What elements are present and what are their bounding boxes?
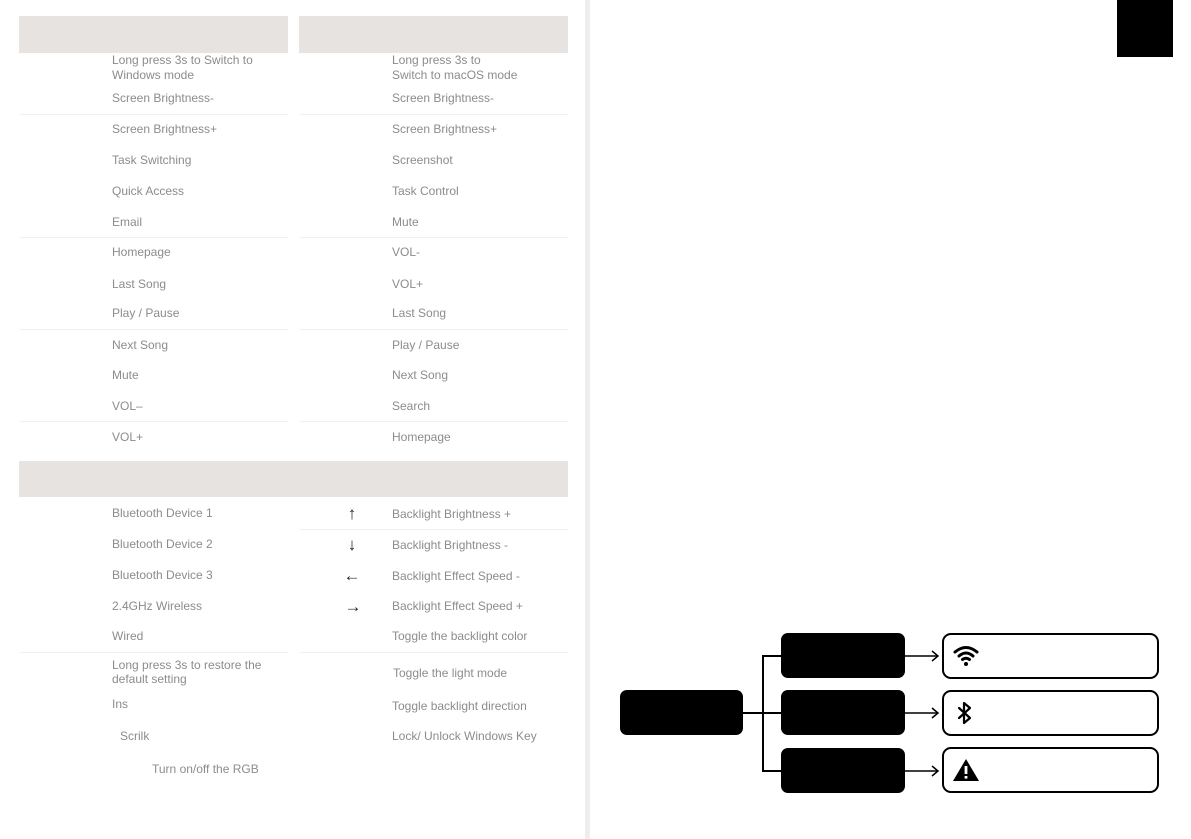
backlight-right-item: Backlight Effect Speed -: [392, 569, 520, 583]
backlight-table-header: [19, 461, 568, 497]
backlight-left-item: Scrilk: [120, 729, 150, 743]
diagram-mode-block-warning: [781, 748, 905, 793]
page-divider: [585, 0, 590, 839]
fn-left-item: Email: [112, 215, 143, 229]
fn-left-item: Task Switching: [112, 153, 192, 167]
backlight-left-item: Bluetooth Device 2: [112, 537, 213, 551]
row-rule: [19, 237, 288, 238]
fn-right-item: Long press 3s to Switch to macOS mode: [392, 53, 518, 82]
backlight-right-item: Lock/ Unlock Windows Key: [392, 729, 537, 743]
diagram-connector: [762, 655, 764, 772]
row-rule: [299, 652, 568, 653]
right-arrow-icon: →: [344, 597, 362, 616]
down-arrow-icon: ↓: [347, 535, 357, 554]
row-rule: [299, 237, 568, 238]
backlight-right-item: Backlight Brightness +: [392, 507, 512, 521]
page-tab-marker: [1117, 0, 1173, 57]
row-rule: [299, 529, 568, 530]
fn-left-item: VOL+: [112, 430, 144, 444]
fn-table-header-right: [299, 16, 568, 53]
fn-left-item: Long press 3s to Switch to Windows mode: [112, 53, 253, 82]
diagram-connector: [762, 770, 781, 772]
backlight-left-item: Turn on/off the RGB: [152, 762, 259, 776]
warning-icon: [952, 758, 980, 782]
up-arrow-icon: ↑: [347, 504, 357, 523]
fn-left-item: Play / Pause: [112, 306, 180, 320]
fn-left-item: Last Song: [112, 277, 167, 291]
row-rule: [19, 421, 288, 422]
fn-left-item: Next Song: [112, 338, 169, 352]
fn-left-item: Screen Brightness+: [112, 122, 218, 136]
fn-right-item: Last Song: [392, 306, 447, 320]
fn-right-item: Screen Brightness-: [392, 91, 495, 105]
fn-left-item: VOL–: [112, 399, 143, 413]
backlight-right-item: Toggle the backlight color: [392, 629, 528, 643]
diagram-source-block: [620, 690, 743, 735]
fn-right-item: Next Song: [392, 368, 449, 382]
left-arrow-icon: ←: [343, 566, 361, 585]
backlight-right-item: Backlight Effect Speed +: [392, 599, 523, 613]
fn-left-item: Quick Access: [112, 184, 185, 198]
diagram-mode-block-bluetooth: [781, 690, 905, 735]
bluetooth-icon: [956, 701, 974, 725]
fn-right-item: Screenshot: [392, 153, 453, 167]
fn-right-item: VOL+: [392, 277, 424, 291]
row-rule: [299, 114, 568, 115]
backlight-left-item: Long press 3s to restore the default setting: [112, 658, 262, 686]
fn-left-item: Mute: [112, 368, 139, 382]
backlight-right-item: Toggle backlight direction: [392, 699, 527, 713]
backlight-left-item: Bluetooth Device 3: [112, 568, 213, 582]
row-rule: [19, 329, 288, 330]
fn-right-item: Mute: [392, 215, 419, 229]
backlight-right-item: Toggle the light mode: [393, 666, 508, 680]
backlight-left-item: Bluetooth Device 1: [112, 506, 213, 520]
fn-right-item: Screen Brightness+: [392, 122, 498, 136]
backlight-left-item: Ins: [112, 697, 129, 711]
wifi-icon: [953, 645, 979, 667]
diagram-connector: [762, 655, 781, 657]
row-rule: [19, 652, 288, 653]
fn-right-item: VOL-: [392, 245, 421, 259]
fn-right-item: Search: [392, 399, 431, 413]
diagram-status-box-bluetooth: [942, 690, 1159, 736]
diagram-mode-block-wireless: [781, 633, 905, 678]
row-rule: [299, 421, 568, 422]
fn-right-item: Homepage: [392, 430, 451, 444]
fn-right-item: Play / Pause: [392, 338, 460, 352]
fn-left-item: Screen Brightness-: [112, 91, 215, 105]
diagram-arrows: [905, 640, 945, 785]
backlight-right-item: Backlight Brightness -: [392, 538, 509, 552]
fn-left-item: Homepage: [112, 245, 171, 259]
fn-table-header-left: [19, 16, 288, 53]
row-rule: [299, 329, 568, 330]
backlight-left-item: Wired: [112, 629, 144, 643]
fn-right-item: Task Control: [392, 184, 459, 198]
backlight-left-item: 2.4GHz Wireless: [112, 599, 203, 613]
row-rule: [19, 114, 288, 115]
